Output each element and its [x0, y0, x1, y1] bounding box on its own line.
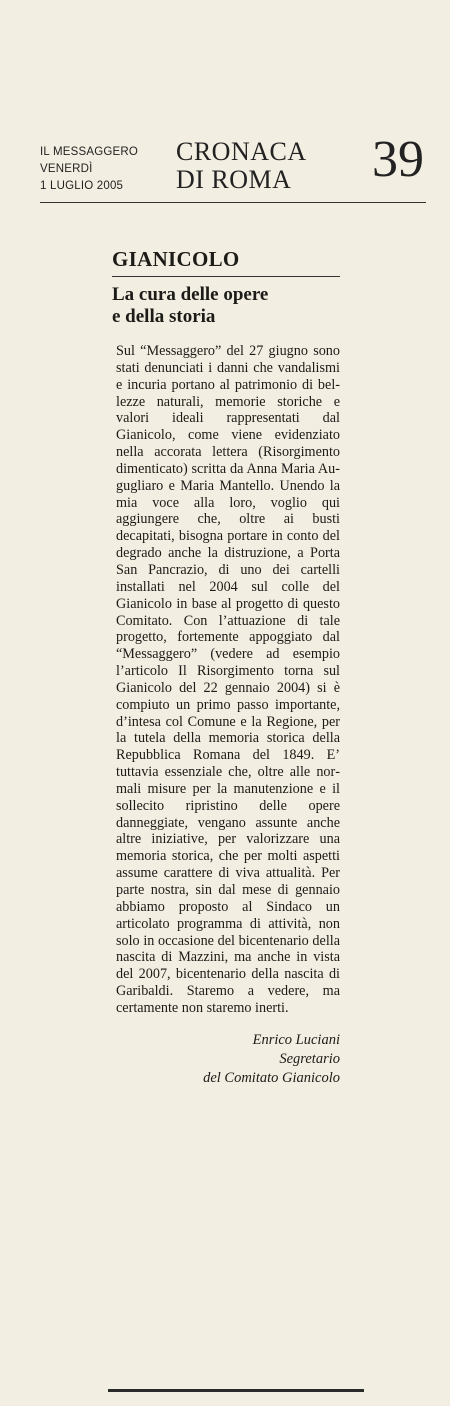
article-kicker: GIANICOLO	[112, 247, 240, 271]
issue-date: 1 LUGLIO 2005	[40, 180, 124, 192]
page-number: 39	[372, 131, 424, 188]
signature-block	[112, 1031, 340, 1088]
article	[112, 246, 340, 1088]
headline-line2: e della storia	[112, 306, 216, 327]
signature-organization: del Comitato Gianicolo	[203, 1069, 340, 1086]
masthead-info	[40, 144, 138, 195]
kicker-rule	[112, 276, 340, 277]
signature-role: Segretario	[279, 1050, 340, 1067]
signature-name: Enrico Luciani	[252, 1031, 340, 1048]
section-title	[176, 138, 307, 194]
masthead	[40, 131, 426, 206]
weekday: VENERDÌ	[40, 163, 93, 175]
masthead-rule	[40, 202, 426, 203]
headline-line1: La cura delle opere	[112, 284, 269, 305]
bottom-rule	[108, 1389, 364, 1392]
section-title-line2: DI ROMA	[176, 165, 292, 194]
section-title-line1: CRONACA	[176, 137, 307, 166]
article-headline	[112, 284, 340, 328]
newspaper-name: IL MESSAGGERO	[40, 146, 139, 158]
article-body: Sul “Messaggero” del 27 giugno sono stati denunciati i danni che vandalismi e incuria portano al patrimonio di bellezze naturali, memorie storiche e valori ideali rappresentati dal Gianicolo, come viene evidenziato nella accorata lettera (Risorgimento dimenticato) scritta da Anna Maria Augugliaro e Maria Mantello. Unendo la mia voce alla loro, voglio qui aggiungere che, oltre ai busti decapitati, bisogna portare in conto del degrado anche la distruzione, a Porta San Pancrazio, di uno dei cartelli installati nel 2004 sul colle del Gianicolo in base al progetto di questo Comitato. Con l’attuazione di tale progetto, fortemente appoggiato dal “Messaggero” (vedere ad esempio l’articolo Il Risorgimento torna sul Gianicolo del 22 gennaio 2004) si è compiuto un primo passo importante, d’intesa col Comune e la Regione, per la tutela della memoria storica della Repubblica Romana del 1849. E’ tuttavia essenziale che, oltre alle normali misure per la manutenzione e il sollecito ripristino delle opere danneggiate, vengano assunte anche altre iniziative, per valorizzare una memoria storica, che per molti aspetti assume carattere di viva attualità. Per parte nostra, sin dal mese di gennaio abbiamo proposto al Sindaco un articolato programma di attività, non solo in occasione del bicentenario della nascita di Mazzini, ma anche in vista del 2007, bicentenario della nascita di Garibaldi. Staremo a vedere, ma certamente non staremo inerti.	[116, 343, 340, 1016]
